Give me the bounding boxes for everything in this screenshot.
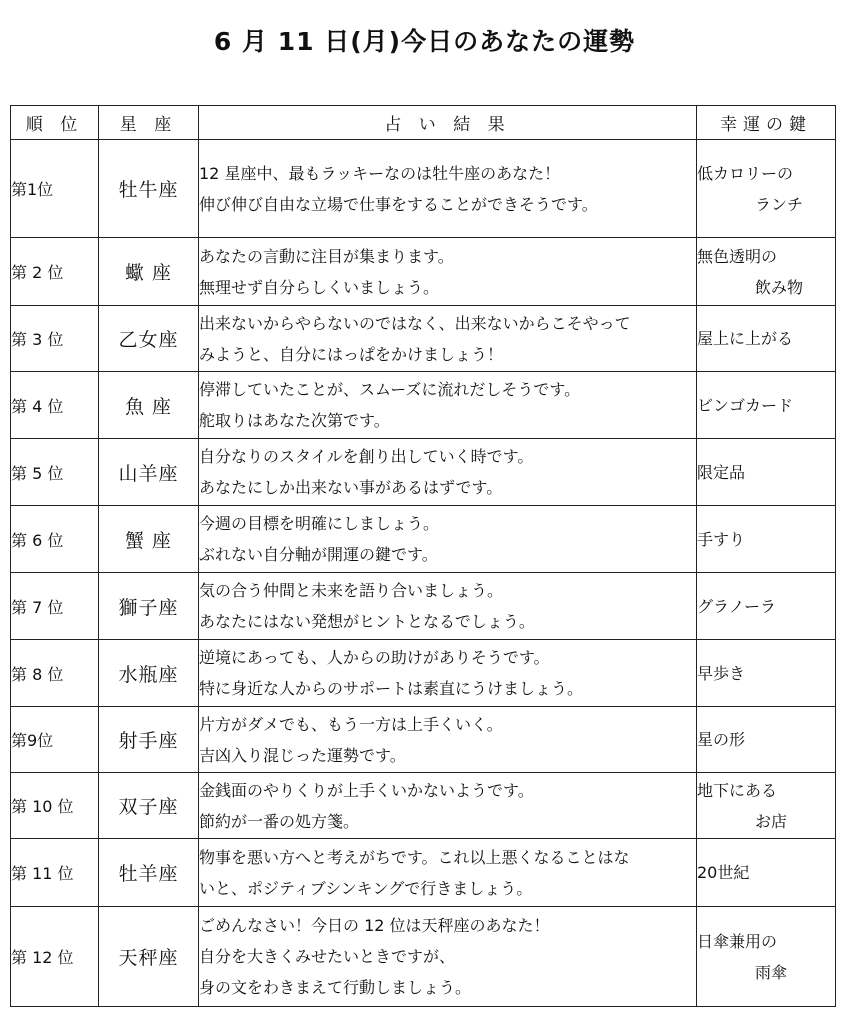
lucky-key-cell <box>697 707 836 773</box>
fortune-text-line: 物事を悪い方へと考えがちです。これ以上悪くなることはな <box>199 847 630 867</box>
lucky-key-line: ランチ <box>755 194 804 214</box>
zodiac-sign-cell: 蟹 座 <box>99 506 199 573</box>
zodiac-sign-cell: 双子座 <box>99 773 199 839</box>
table-row <box>11 238 836 306</box>
zodiac-sign-cell: 乙女座 <box>99 306 199 372</box>
fortune-result-cell <box>199 707 697 773</box>
fortune-text-line: ぶれない自分軸が開運の鍵です。 <box>199 545 438 564</box>
zodiac-sign-cell: 牡羊座 <box>99 839 199 907</box>
fortune-result-cell <box>199 640 697 707</box>
header-lucky-key: 幸運の鍵 <box>697 106 836 140</box>
table-row <box>11 907 836 1007</box>
lucky-key-line: 手すり <box>697 529 746 549</box>
fortune-text-line: あなたにはない発想がヒントとなるでしょう。 <box>199 612 535 631</box>
fortune-text-line: 金銭面のやりくりが上手くいかないようです。 <box>199 780 534 800</box>
lucky-key-line: お店 <box>755 811 788 831</box>
fortune-text-line: 自分を大きくみせたいときですが、 <box>199 947 456 966</box>
zodiac-sign-cell: 牡牛座 <box>99 140 199 238</box>
fortune-text-line: 停滞していたことが、スムーズに流れだしそうです。 <box>199 380 581 399</box>
rank-cell: 第 6 位 <box>11 506 99 573</box>
fortune-text-line: あなたにしか出来ない事があるはずです。 <box>199 478 503 497</box>
table-row <box>11 306 836 372</box>
table-header-row <box>11 106 836 140</box>
rank-cell: 第 8 位 <box>11 640 99 707</box>
fortune-text-line: 出来ないからやらないのではなく、出来ないからこそやって <box>199 313 631 333</box>
lucky-key-cell <box>697 238 836 306</box>
table-row <box>11 140 836 238</box>
table-body <box>11 140 836 1007</box>
zodiac-sign-cell: 獅子座 <box>99 573 199 640</box>
fortune-result-cell <box>199 773 697 839</box>
lucky-key-cell <box>697 573 836 640</box>
table-row <box>11 707 836 773</box>
fortune-result-cell <box>199 238 697 306</box>
zodiac-sign-cell: 天秤座 <box>99 907 199 1007</box>
lucky-key-line: 20世紀 <box>697 863 750 882</box>
lucky-key-cell <box>697 439 836 506</box>
fortune-text-line: 逆境にあっても、人からの助けがありそうです。 <box>199 648 550 667</box>
zodiac-sign-cell: 魚 座 <box>99 372 199 439</box>
lucky-key-cell <box>697 306 836 372</box>
rank-cell: 第 10 位 <box>11 773 99 839</box>
fortune-result-cell <box>199 439 697 506</box>
table-row <box>11 839 836 907</box>
fortune-text-line: 節約が一番の処方箋。 <box>199 811 360 831</box>
lucky-key-line: 雨傘 <box>755 962 788 982</box>
lucky-key-cell <box>697 839 836 907</box>
rank-cell: 第 11 位 <box>11 839 99 907</box>
lucky-key-line: 無色透明の <box>697 246 778 266</box>
fortune-result-cell <box>199 907 697 1007</box>
lucky-key-line: 低カロリーの <box>697 163 794 183</box>
fortune-result-cell <box>199 573 697 640</box>
zodiac-sign-cell: 射手座 <box>99 707 199 773</box>
lucky-key-line: 屋上に上がる <box>697 329 794 348</box>
zodiac-sign-cell: 蠍 座 <box>99 238 199 306</box>
fortune-text-line: いと、ポジティブシンキングで行きましょう。 <box>199 878 533 898</box>
fortune-text-line: 片方がダメでも、もう一方は上手くいく。 <box>199 714 503 734</box>
fortune-text-line: 気の合う仲間と未来を語り合いましょう。 <box>199 581 504 600</box>
rank-cell: 第 3 位 <box>11 306 99 372</box>
fortune-text-line: 身の文をわきまえて行動しましょう。 <box>199 978 472 997</box>
rank-cell: 第1位 <box>11 140 99 238</box>
fortune-text-line: みようと、自分にはっぱをかけましょう！ <box>199 344 504 364</box>
table-row <box>11 640 836 707</box>
table-row <box>11 439 836 506</box>
fortune-result-cell <box>199 839 697 907</box>
lucky-key-line: 日傘兼用の <box>697 931 778 951</box>
fortune-result-cell <box>199 506 697 573</box>
lucky-key-line: 地下にある <box>697 780 778 800</box>
rank-cell: 第 5 位 <box>11 439 99 506</box>
zodiac-sign-cell: 水瓶座 <box>99 640 199 707</box>
table-row <box>11 573 836 640</box>
lucky-key-cell <box>697 506 836 573</box>
table-row <box>11 773 836 839</box>
lucky-key-cell <box>697 140 836 238</box>
fortune-text-line: 舵取りはあなた次第です。 <box>199 411 390 430</box>
lucky-key-line: 星の形 <box>697 730 746 749</box>
header-rank: 順 位 <box>11 106 99 140</box>
fortune-result-cell <box>199 306 697 372</box>
fortune-text-line: 今週の目標を明確にしましょう。 <box>199 514 440 533</box>
lucky-key-cell <box>697 372 836 439</box>
rank-cell: 第 7 位 <box>11 573 99 640</box>
table-row <box>11 506 836 573</box>
fortune-text-line: 自分なりのスタイルを創り出していく時です。 <box>199 447 534 466</box>
lucky-key-line: 限定品 <box>697 462 746 482</box>
header-result: 占 い 結 果 <box>199 106 697 140</box>
rank-cell: 第 4 位 <box>11 372 99 439</box>
fortune-text-line: あなたの言動に注目が集まります。 <box>199 246 454 266</box>
fortune-text-line: ごめんなさい！今日の 12 位は天秤座のあなた！ <box>199 916 550 935</box>
fortune-text-line: 吉凶入り混じった運勢です。 <box>199 745 406 765</box>
fortune-result-cell <box>199 372 697 439</box>
lucky-key-line: 飲み物 <box>755 277 804 297</box>
lucky-key-cell <box>697 907 836 1007</box>
lucky-key-line: 早歩き <box>697 663 746 683</box>
fortune-text-line: 12 星座中、最もラッキーなのは牡牛座のあなた！ <box>199 163 561 183</box>
page-title: 6 月 11 日(月)今日のあなたの運勢 <box>213 27 636 56</box>
lucky-key-line: グラノーラ <box>697 596 777 616</box>
fortune-text-line: 無理せず自分らしくいましょう。 <box>199 277 440 297</box>
table-row <box>11 372 836 439</box>
fortune-text-line: 伸び伸び自由な立場で仕事をすることができそうです。 <box>199 194 598 214</box>
lucky-key-cell <box>697 640 836 707</box>
rank-cell: 第9位 <box>11 707 99 773</box>
fortune-text-line: 特に身近な人からのサポートは素直にうけましょう。 <box>199 679 584 698</box>
rank-cell: 第 12 位 <box>11 907 99 1007</box>
rank-cell: 第 2 位 <box>11 238 99 306</box>
header-sign: 星 座 <box>99 106 199 140</box>
zodiac-sign-cell: 山羊座 <box>99 439 199 506</box>
lucky-key-cell <box>697 773 836 839</box>
fortune-ranking-table <box>10 105 836 1007</box>
fortune-result-cell <box>199 140 697 238</box>
lucky-key-line: ビンゴカード <box>697 395 794 415</box>
